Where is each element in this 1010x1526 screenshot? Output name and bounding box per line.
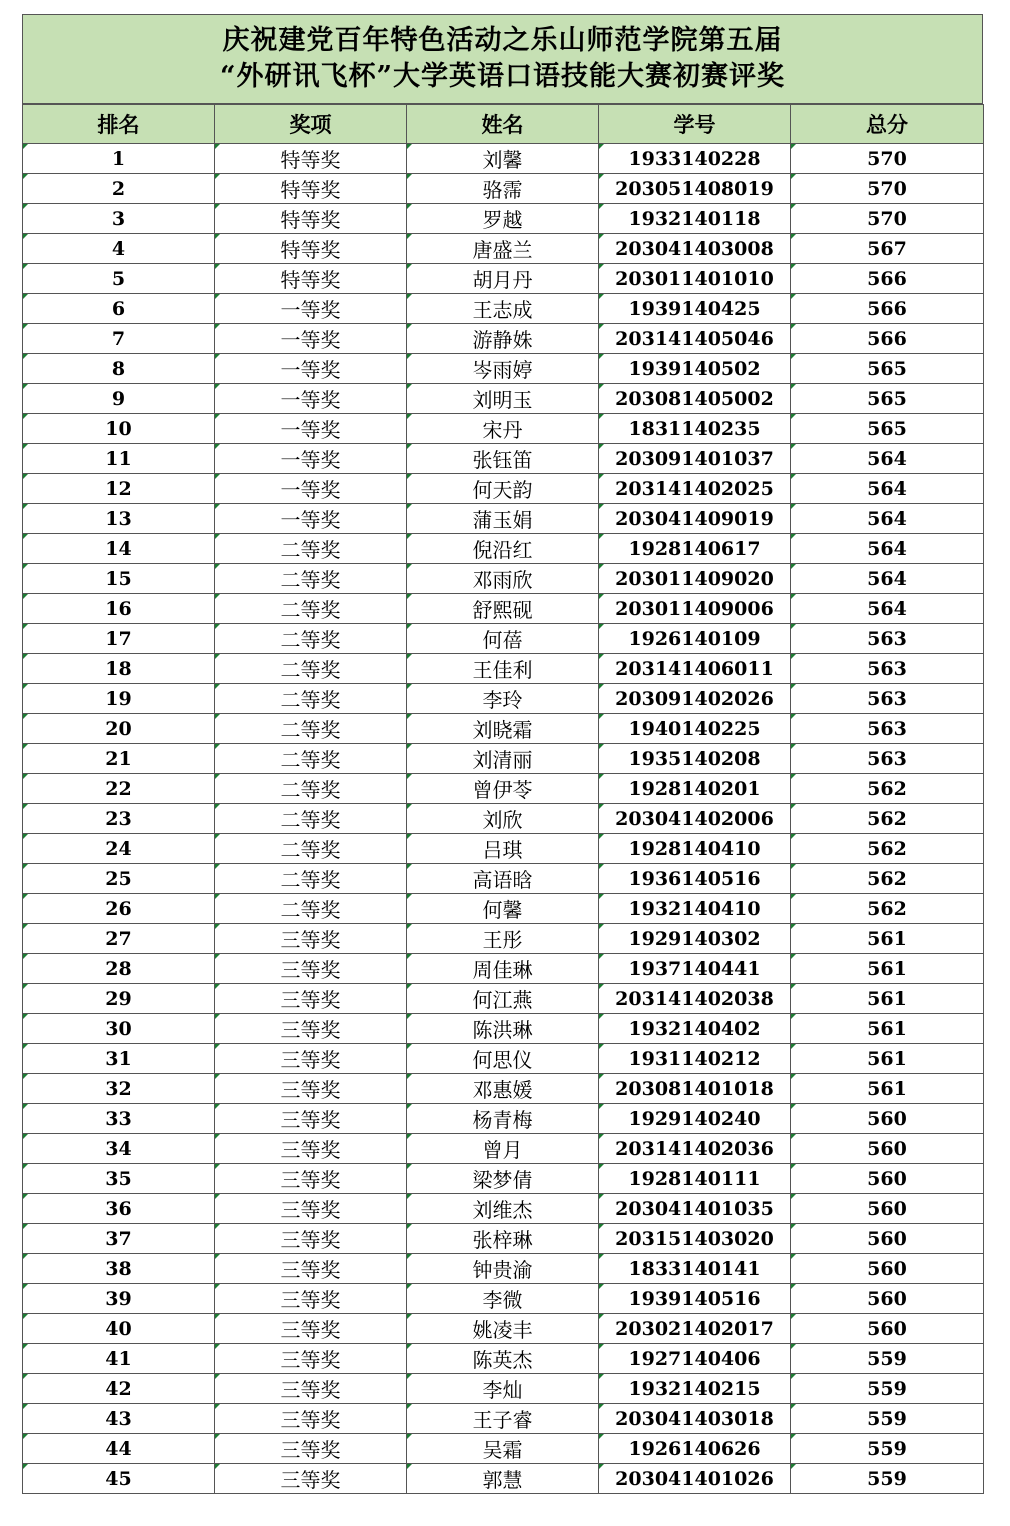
student-id-cell: 1939140425 xyxy=(599,294,791,324)
name-cell: 吕琪 xyxy=(407,834,599,864)
student-id-cell: 1931140212 xyxy=(599,1044,791,1074)
award-cell: 三等奖 xyxy=(215,1014,407,1044)
score-cell: 561 xyxy=(791,1014,984,1044)
name-cell: 蒲玉娟 xyxy=(407,504,599,534)
score-cell: 566 xyxy=(791,324,984,354)
score-cell: 559 xyxy=(791,1434,984,1464)
award-cell: 二等奖 xyxy=(215,594,407,624)
student-id-cell: 1831140235 xyxy=(599,414,791,444)
score-cell: 570 xyxy=(791,144,984,174)
table-row xyxy=(23,864,984,894)
table-row xyxy=(23,234,984,264)
rank-cell: 24 xyxy=(23,834,215,864)
student-id-cell: 203081401018 xyxy=(599,1074,791,1104)
award-cell: 二等奖 xyxy=(215,894,407,924)
student-id-cell: 1926140626 xyxy=(599,1434,791,1464)
award-cell: 三等奖 xyxy=(215,1254,407,1284)
header-row xyxy=(23,105,984,144)
table-row xyxy=(23,504,984,534)
student-id-cell: 203011409006 xyxy=(599,594,791,624)
score-cell: 563 xyxy=(791,714,984,744)
award-cell: 一等奖 xyxy=(215,504,407,534)
award-cell: 特等奖 xyxy=(215,234,407,264)
student-id-cell: 1932140410 xyxy=(599,894,791,924)
rank-cell: 8 xyxy=(23,354,215,384)
student-id-cell: 1935140208 xyxy=(599,744,791,774)
table-row xyxy=(23,1134,984,1164)
award-cell: 三等奖 xyxy=(215,1224,407,1254)
award-cell: 一等奖 xyxy=(215,444,407,474)
score-cell: 564 xyxy=(791,474,984,504)
table-row xyxy=(23,954,984,984)
rank-cell: 19 xyxy=(23,684,215,714)
name-cell: 刘馨 xyxy=(407,144,599,174)
student-id-cell: 1939140516 xyxy=(599,1284,791,1314)
table-row xyxy=(23,564,984,594)
score-cell: 564 xyxy=(791,444,984,474)
table-row xyxy=(23,444,984,474)
student-id-cell: 1928140201 xyxy=(599,774,791,804)
student-id-cell: 1932140215 xyxy=(599,1374,791,1404)
name-cell: 刘维杰 xyxy=(407,1194,599,1224)
award-cell: 二等奖 xyxy=(215,534,407,564)
rank-cell: 2 xyxy=(23,174,215,204)
header-award: 奖项 xyxy=(215,105,407,144)
score-cell: 567 xyxy=(791,234,984,264)
rank-cell: 31 xyxy=(23,1044,215,1074)
student-id-cell: 203041401035 xyxy=(599,1194,791,1224)
score-cell: 565 xyxy=(791,354,984,384)
name-cell: 骆霈 xyxy=(407,174,599,204)
table-row xyxy=(23,204,984,234)
award-cell: 二等奖 xyxy=(215,624,407,654)
award-cell: 二等奖 xyxy=(215,834,407,864)
table-row xyxy=(23,384,984,414)
rank-cell: 33 xyxy=(23,1104,215,1134)
score-cell: 564 xyxy=(791,504,984,534)
award-cell: 一等奖 xyxy=(215,324,407,354)
rank-cell: 9 xyxy=(23,384,215,414)
award-cell: 一等奖 xyxy=(215,414,407,444)
score-cell: 559 xyxy=(791,1464,984,1494)
table-row xyxy=(23,924,984,954)
name-cell: 周佳琳 xyxy=(407,954,599,984)
award-cell: 二等奖 xyxy=(215,774,407,804)
award-cell: 一等奖 xyxy=(215,474,407,504)
table-row xyxy=(23,474,984,504)
table-row xyxy=(23,1464,984,1494)
student-id-cell: 203041409019 xyxy=(599,504,791,534)
name-cell: 刘清丽 xyxy=(407,744,599,774)
table-row xyxy=(23,264,984,294)
score-cell: 563 xyxy=(791,684,984,714)
rank-cell: 16 xyxy=(23,594,215,624)
student-id-cell: 1929140240 xyxy=(599,1104,791,1134)
award-cell: 三等奖 xyxy=(215,1374,407,1404)
name-cell: 唐盛兰 xyxy=(407,234,599,264)
student-id-cell: 203041403008 xyxy=(599,234,791,264)
student-id-cell: 203081405002 xyxy=(599,384,791,414)
score-cell: 564 xyxy=(791,594,984,624)
rank-cell: 32 xyxy=(23,1074,215,1104)
header-total-score: 总分 xyxy=(791,105,984,144)
name-cell: 何思仪 xyxy=(407,1044,599,1074)
score-cell: 562 xyxy=(791,894,984,924)
table-row xyxy=(23,1194,984,1224)
rank-cell: 17 xyxy=(23,624,215,654)
student-id-cell: 1928140410 xyxy=(599,834,791,864)
rank-cell: 20 xyxy=(23,714,215,744)
rank-cell: 15 xyxy=(23,564,215,594)
rank-cell: 30 xyxy=(23,1014,215,1044)
rank-cell: 44 xyxy=(23,1434,215,1464)
award-cell: 三等奖 xyxy=(215,1074,407,1104)
name-cell: 王子睿 xyxy=(407,1404,599,1434)
award-cell: 三等奖 xyxy=(215,1434,407,1464)
student-id-cell: 1936140516 xyxy=(599,864,791,894)
score-cell: 565 xyxy=(791,414,984,444)
table-row xyxy=(23,804,984,834)
name-cell: 邓惠媛 xyxy=(407,1074,599,1104)
student-id-cell: 203011401010 xyxy=(599,264,791,294)
table-row xyxy=(23,1164,984,1194)
rank-cell: 28 xyxy=(23,954,215,984)
name-cell: 何馨 xyxy=(407,894,599,924)
name-cell: 陈英杰 xyxy=(407,1344,599,1374)
award-cell: 三等奖 xyxy=(215,984,407,1014)
student-id-cell: 1929140302 xyxy=(599,924,791,954)
rank-cell: 6 xyxy=(23,294,215,324)
name-cell: 舒熙砚 xyxy=(407,594,599,624)
award-cell: 三等奖 xyxy=(215,924,407,954)
student-id-cell: 203011409020 xyxy=(599,564,791,594)
table-row xyxy=(23,654,984,684)
award-cell: 三等奖 xyxy=(215,954,407,984)
score-cell: 562 xyxy=(791,804,984,834)
student-id-cell: 1833140141 xyxy=(599,1254,791,1284)
score-cell: 560 xyxy=(791,1104,984,1134)
student-id-cell: 203041402006 xyxy=(599,804,791,834)
rank-cell: 39 xyxy=(23,1284,215,1314)
rank-cell: 22 xyxy=(23,774,215,804)
name-cell: 何蓓 xyxy=(407,624,599,654)
student-id-cell: 1926140109 xyxy=(599,624,791,654)
student-id-cell: 203141405046 xyxy=(599,324,791,354)
award-cell: 特等奖 xyxy=(215,264,407,294)
rank-cell: 4 xyxy=(23,234,215,264)
score-cell: 559 xyxy=(791,1374,984,1404)
table-row xyxy=(23,1014,984,1044)
rank-cell: 34 xyxy=(23,1134,215,1164)
score-cell: 566 xyxy=(791,294,984,324)
table-row xyxy=(23,144,984,174)
award-cell: 一等奖 xyxy=(215,294,407,324)
award-cell: 三等奖 xyxy=(215,1464,407,1494)
name-cell: 高语晗 xyxy=(407,864,599,894)
score-cell: 563 xyxy=(791,744,984,774)
rank-cell: 21 xyxy=(23,744,215,774)
rank-cell: 29 xyxy=(23,984,215,1014)
table-row xyxy=(23,834,984,864)
name-cell: 王彤 xyxy=(407,924,599,954)
title-line-1: 庆祝建党百年特色活动之乐山师范学院第五届 xyxy=(222,25,783,56)
rank-cell: 11 xyxy=(23,444,215,474)
rank-cell: 41 xyxy=(23,1344,215,1374)
table-row xyxy=(23,1374,984,1404)
rank-cell: 12 xyxy=(23,474,215,504)
name-cell: 李灿 xyxy=(407,1374,599,1404)
award-cell: 二等奖 xyxy=(215,564,407,594)
results-table xyxy=(22,104,984,1494)
results-body xyxy=(23,144,984,1494)
name-cell: 何江燕 xyxy=(407,984,599,1014)
table-row xyxy=(23,1284,984,1314)
name-cell: 钟贵渝 xyxy=(407,1254,599,1284)
award-cell: 二等奖 xyxy=(215,684,407,714)
award-cell: 三等奖 xyxy=(215,1314,407,1344)
name-cell: 游静姝 xyxy=(407,324,599,354)
student-id-cell: 1932140402 xyxy=(599,1014,791,1044)
rank-cell: 25 xyxy=(23,864,215,894)
name-cell: 张钰笛 xyxy=(407,444,599,474)
student-id-cell: 203141402038 xyxy=(599,984,791,1014)
rank-cell: 36 xyxy=(23,1194,215,1224)
table-row xyxy=(23,1254,984,1284)
table-row xyxy=(23,1404,984,1434)
rank-cell: 35 xyxy=(23,1164,215,1194)
score-cell: 562 xyxy=(791,834,984,864)
award-cell: 一等奖 xyxy=(215,354,407,384)
student-id-cell: 203141406011 xyxy=(599,654,791,684)
award-cell: 三等奖 xyxy=(215,1344,407,1374)
name-cell: 邓雨欣 xyxy=(407,564,599,594)
name-cell: 吴霜 xyxy=(407,1434,599,1464)
score-cell: 559 xyxy=(791,1344,984,1374)
header-name: 姓名 xyxy=(407,105,599,144)
student-id-cell: 1933140228 xyxy=(599,144,791,174)
award-cell: 特等奖 xyxy=(215,144,407,174)
name-cell: 梁梦倩 xyxy=(407,1164,599,1194)
name-cell: 张梓琳 xyxy=(407,1224,599,1254)
table-row xyxy=(23,714,984,744)
table-row xyxy=(23,354,984,384)
table-row xyxy=(23,324,984,354)
table-row xyxy=(23,984,984,1014)
score-cell: 560 xyxy=(791,1314,984,1344)
header-student-id: 学号 xyxy=(599,105,791,144)
table-row xyxy=(23,174,984,204)
student-id-cell: 203051408019 xyxy=(599,174,791,204)
table-row xyxy=(23,1074,984,1104)
award-cell: 二等奖 xyxy=(215,744,407,774)
table-row xyxy=(23,1224,984,1254)
student-id-cell: 203021402017 xyxy=(599,1314,791,1344)
score-cell: 561 xyxy=(791,1074,984,1104)
score-cell: 563 xyxy=(791,654,984,684)
rank-cell: 27 xyxy=(23,924,215,954)
table-row xyxy=(23,1434,984,1464)
score-cell: 561 xyxy=(791,924,984,954)
rank-cell: 42 xyxy=(23,1374,215,1404)
score-cell: 562 xyxy=(791,774,984,804)
name-cell: 宋丹 xyxy=(407,414,599,444)
award-cell: 二等奖 xyxy=(215,864,407,894)
score-cell: 561 xyxy=(791,954,984,984)
award-cell: 二等奖 xyxy=(215,654,407,684)
table-row xyxy=(23,1044,984,1074)
rank-cell: 40 xyxy=(23,1314,215,1344)
rank-cell: 37 xyxy=(23,1224,215,1254)
award-cell: 三等奖 xyxy=(215,1194,407,1224)
student-id-cell: 203141402025 xyxy=(599,474,791,504)
award-cell: 三等奖 xyxy=(215,1404,407,1434)
results-sheet xyxy=(22,14,983,1494)
student-id-cell: 203091402026 xyxy=(599,684,791,714)
student-id-cell: 203041403018 xyxy=(599,1404,791,1434)
student-id-cell: 203151403020 xyxy=(599,1224,791,1254)
student-id-cell: 203141402036 xyxy=(599,1134,791,1164)
name-cell: 刘欣 xyxy=(407,804,599,834)
score-cell: 560 xyxy=(791,1164,984,1194)
student-id-cell: 1932140118 xyxy=(599,204,791,234)
rank-cell: 23 xyxy=(23,804,215,834)
rank-cell: 14 xyxy=(23,534,215,564)
rank-cell: 26 xyxy=(23,894,215,924)
student-id-cell: 1940140225 xyxy=(599,714,791,744)
award-cell: 三等奖 xyxy=(215,1164,407,1194)
student-id-cell: 1928140617 xyxy=(599,534,791,564)
rank-cell: 38 xyxy=(23,1254,215,1284)
score-cell: 560 xyxy=(791,1134,984,1164)
title-line-2: “外研讯飞杯”大学英语口语技能大赛初赛评奖 xyxy=(219,61,786,92)
table-row xyxy=(23,294,984,324)
table-row xyxy=(23,894,984,924)
name-cell: 刘晓霜 xyxy=(407,714,599,744)
score-cell: 560 xyxy=(791,1254,984,1284)
award-cell: 三等奖 xyxy=(215,1104,407,1134)
score-cell: 564 xyxy=(791,534,984,564)
name-cell: 刘明玉 xyxy=(407,384,599,414)
award-cell: 二等奖 xyxy=(215,714,407,744)
table-row xyxy=(23,744,984,774)
rank-cell: 5 xyxy=(23,264,215,294)
name-cell: 杨青梅 xyxy=(407,1104,599,1134)
name-cell: 李微 xyxy=(407,1284,599,1314)
score-cell: 562 xyxy=(791,864,984,894)
name-cell: 王志成 xyxy=(407,294,599,324)
name-cell: 倪沿红 xyxy=(407,534,599,564)
score-cell: 563 xyxy=(791,624,984,654)
score-cell: 559 xyxy=(791,1404,984,1434)
student-id-cell: 203041401026 xyxy=(599,1464,791,1494)
rank-cell: 7 xyxy=(23,324,215,354)
name-cell: 曾伊苓 xyxy=(407,774,599,804)
table-row xyxy=(23,684,984,714)
student-id-cell: 203091401037 xyxy=(599,444,791,474)
table-row xyxy=(23,774,984,804)
student-id-cell: 1927140406 xyxy=(599,1344,791,1374)
rank-cell: 43 xyxy=(23,1404,215,1434)
name-cell: 王佳利 xyxy=(407,654,599,684)
name-cell: 罗越 xyxy=(407,204,599,234)
score-cell: 570 xyxy=(791,174,984,204)
table-row xyxy=(23,594,984,624)
table-row xyxy=(23,414,984,444)
award-cell: 三等奖 xyxy=(215,1134,407,1164)
sheet-title xyxy=(22,14,983,104)
name-cell: 何天韵 xyxy=(407,474,599,504)
table-row xyxy=(23,624,984,654)
award-cell: 特等奖 xyxy=(215,174,407,204)
rank-cell: 10 xyxy=(23,414,215,444)
name-cell: 陈洪琳 xyxy=(407,1014,599,1044)
student-id-cell: 1939140502 xyxy=(599,354,791,384)
award-cell: 三等奖 xyxy=(215,1044,407,1074)
score-cell: 566 xyxy=(791,264,984,294)
header-rank: 排名 xyxy=(23,105,215,144)
award-cell: 三等奖 xyxy=(215,1284,407,1314)
rank-cell: 18 xyxy=(23,654,215,684)
score-cell: 564 xyxy=(791,564,984,594)
name-cell: 曾月 xyxy=(407,1134,599,1164)
score-cell: 560 xyxy=(791,1284,984,1314)
name-cell: 郭慧 xyxy=(407,1464,599,1494)
rank-cell: 45 xyxy=(23,1464,215,1494)
student-id-cell: 1937140441 xyxy=(599,954,791,984)
rank-cell: 1 xyxy=(23,144,215,174)
name-cell: 胡月丹 xyxy=(407,264,599,294)
score-cell: 560 xyxy=(791,1194,984,1224)
award-cell: 特等奖 xyxy=(215,204,407,234)
student-id-cell: 1928140111 xyxy=(599,1164,791,1194)
name-cell: 姚凌丰 xyxy=(407,1314,599,1344)
score-cell: 570 xyxy=(791,204,984,234)
rank-cell: 13 xyxy=(23,504,215,534)
score-cell: 560 xyxy=(791,1224,984,1254)
name-cell: 岑雨婷 xyxy=(407,354,599,384)
name-cell: 李玲 xyxy=(407,684,599,714)
award-cell: 二等奖 xyxy=(215,804,407,834)
score-cell: 565 xyxy=(791,384,984,414)
score-cell: 561 xyxy=(791,984,984,1014)
table-row xyxy=(23,1344,984,1374)
table-row xyxy=(23,1314,984,1344)
score-cell: 561 xyxy=(791,1044,984,1074)
table-row xyxy=(23,534,984,564)
table-row xyxy=(23,1104,984,1134)
rank-cell: 3 xyxy=(23,204,215,234)
award-cell: 一等奖 xyxy=(215,384,407,414)
